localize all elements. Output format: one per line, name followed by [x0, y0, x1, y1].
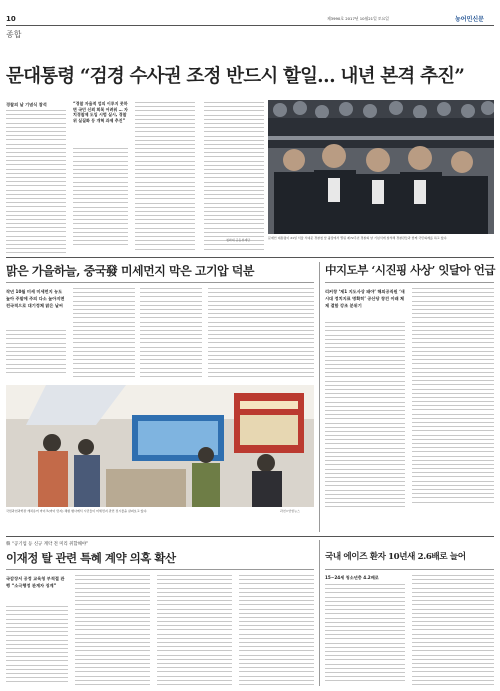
aids-headline: 국내 에이즈 환자 10년새 2.6배로 늘어: [325, 552, 466, 562]
contract-body-col2: [75, 575, 150, 688]
finedust-photo-exhibition: [6, 385, 314, 507]
lead-reporter: 청와대 공동취재단: [226, 238, 251, 242]
finedust-rule: [6, 282, 314, 283]
china-headline: 中지도부 ‘시진핑 사상’ 잇달아 언급: [325, 263, 495, 277]
china-body-col1: [325, 322, 405, 510]
finedust-body-col4: [208, 288, 314, 380]
aids-rule: [325, 569, 494, 570]
lead-pullquote: “경찰 자율적 엄의 이루지 못하면 국민 신뢰 회복 어려워 … 자치경찰제 도입 시범 실시, 경찰위 실질화 등 개혁 과제 추진”: [73, 101, 128, 123]
finedust-reporter: 과천=연합뉴스: [280, 509, 300, 513]
page-header: [0, 0, 500, 39]
contract-body-col3: [157, 575, 232, 688]
finedust-headline: 맑은 가을하늘, 중국發 미세먼지 막은 고기압 덕분: [6, 264, 254, 278]
china-subhead: 리커창 ‘제1 지도사상 돼야’ 해외공직원 ‘새시대 정치지표 명확히’ 공산당 창건 이래 체제 결합 강조 분위기: [325, 289, 405, 308]
masthead-logo: 농어민신문: [455, 16, 484, 23]
contract-body-col4: [239, 575, 314, 688]
aids-subhead: 15~24세 청소년층 4.2배로: [325, 575, 379, 580]
contract-subhead: 국감장서 공정 교육청 부적절 관행 “소극행정 관계자 징계”: [6, 576, 65, 588]
lead-headline: 문대통령 “검경 수사권 조정 반드시 할일… 내년 본격 추진”: [6, 66, 465, 87]
lead-kicker: 경찰의 날 기념식 참석: [6, 102, 47, 107]
section-label: 종합: [6, 30, 22, 39]
china-body-col2: [412, 288, 494, 506]
mid-bottom-rule: [6, 536, 494, 537]
contract-headline: 이재정 탈 관련 특혜 계약 의혹 확산: [6, 551, 176, 565]
lead-body-col4: [204, 102, 264, 253]
finedust-body-col2: [73, 288, 135, 380]
finedust-photo-caption: 국립과천과학관 캐치유어 마이크(마이 먼지) 체험 행사에서 시민들이 미세먼지 관련 전시물을 살펴보고 있다.: [6, 509, 148, 513]
contract-rule: [6, 569, 314, 570]
finedust-body-col3: [140, 288, 202, 380]
aids-body-col1: [325, 584, 405, 685]
china-rule: [325, 282, 494, 283]
lead-body-col1: [6, 110, 66, 257]
contract-body-col1: [6, 606, 68, 686]
finedust-body-col1: [6, 330, 66, 376]
column-divider: [319, 262, 320, 532]
header-rule: [6, 25, 494, 26]
column-divider-bottom: [319, 540, 320, 686]
lead-body-col3: [135, 102, 195, 253]
issue-info: 제3990호 2017년 10월21일 토요일: [327, 16, 389, 21]
contract-kicker: 韓 “공기업 등 신규 계약 전 미리 취합해야”: [6, 542, 89, 547]
lead-body-col2: [73, 148, 128, 249]
page-number: 10: [6, 15, 16, 23]
finedust-subhead: 작년 10월 미세 미세먼지 농도 높아 주말에 주의 다소 높아지면 전국적으로 대기정체 맑은 날씨: [6, 289, 65, 308]
lead-photo-ceremony: [268, 100, 494, 234]
lead-bottom-rule: [6, 257, 494, 258]
aids-body-col2: [412, 575, 494, 688]
lead-photo-caption: 문재인 대통령이 21일 서울 서대문 경찰청 앞 광장에서 열린 제72주년 경찰의 날 기념식에 참석해 경찰관들과 함께 국민의례를 하고 있다.: [268, 236, 448, 240]
